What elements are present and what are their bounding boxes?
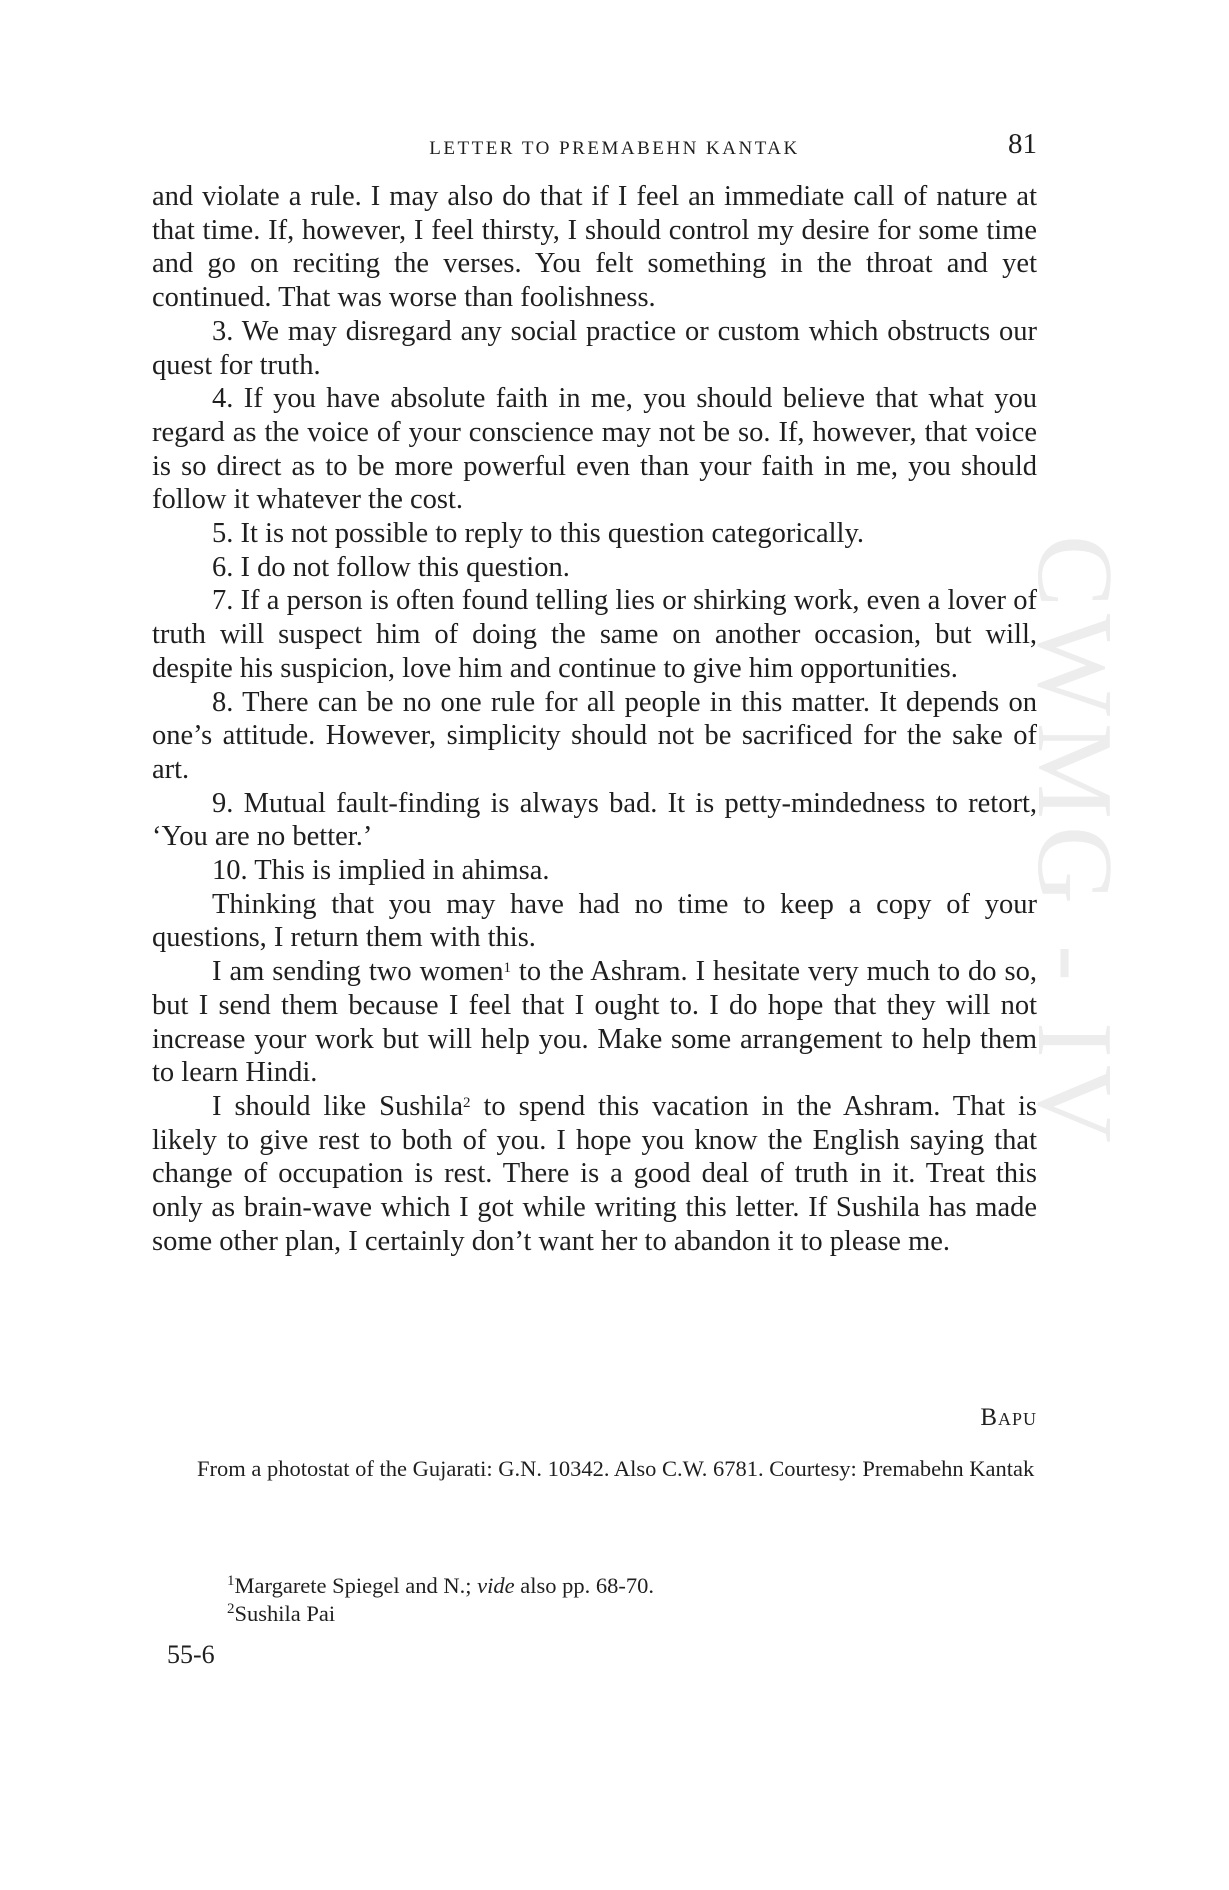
footnote-2	[152, 1600, 1037, 1628]
paragraph-text: to spend this vacation in the Ashram. That is likely to give rest to both of you. I hope you know the English saying that change of occupation is rest. There is a good deal of truth in it. Treat this only as brain-wave which I got while writing this letter. If Sushila has made some other plan, I certainly don’t want her to abandon it to please me.	[152, 1090, 1037, 1257]
paragraph-text: to the Ashram. I hesitate very much to do so, but I send them because I feel that I ought to. I do hope that they will not increase your work but will help you. Make some arrangement to help them to learn Hindi.	[152, 956, 1037, 1089]
paragraph-questions-return: Thinking that you may have had no time to keep a copy of your questions, I return them with this.	[152, 888, 1037, 954]
paragraph-sushila	[152, 1090, 1037, 1259]
footnote-italic: vide	[477, 1573, 515, 1598]
paragraph-text: I should like Sushila	[212, 1090, 464, 1122]
footnote-ref-1[interactable]: 1	[503, 960, 511, 977]
paragraph-answer-4: 4. If you have absolute faith in me, you should believe that what you regard as the voice of your conscience may not be so. If, however, that voice is so direct as to be more powerful even than your faith in me, you should follow it whatever the cost.	[152, 383, 1037, 516]
footnote-number: 1	[227, 1573, 235, 1589]
page-header	[152, 128, 1037, 168]
footnotes	[152, 1572, 1037, 1628]
footnote-ref-2[interactable]: 2	[463, 1094, 471, 1111]
printer-signature-mark: 55-6	[167, 1640, 215, 1669]
paragraph-answer-5: 5. It is not possible to reply to this question categorically.	[212, 518, 864, 550]
paragraph-text: I am sending two women	[212, 956, 504, 988]
footnote-number: 2	[227, 1601, 235, 1617]
footnote-text: Sushila Pai	[234, 1601, 336, 1626]
paragraph-answer-9: 9. Mutual fault-finding is always bad. It is petty-mindedness to retort, ‘You are no better.’	[152, 787, 1037, 853]
signature: Bapu	[980, 1404, 1037, 1431]
letter-body	[152, 180, 1037, 1259]
page-number: 81	[1008, 128, 1037, 160]
document-page	[152, 0, 1037, 1890]
paragraph-answer-10: 10. This is implied in ahimsa.	[212, 855, 550, 887]
footnote-text: Margarete Spiegel and N.;	[234, 1573, 478, 1598]
watermark: CWMG - IV	[1015, 535, 1134, 1150]
paragraph-answer-3: 3. We may disregard any social practice or custom which obstructs our quest for truth.	[152, 315, 1037, 381]
paragraph-continuation: and violate a rule. I may also do that if I feel an immediate call of nature at that time. If, however, I feel thirsty, I should control my desire for some time and go on reciting the verses. You felt something in the throat and yet continued. That was worse than foolishness.	[152, 181, 1037, 314]
source-note: From a photostat of the Gujarati: G.N. 10342. Also C.W. 6781. Courtesy: Premabehn Kantak	[197, 1456, 1035, 1481]
footnote-1	[152, 1572, 1037, 1600]
paragraph-answer-6: 6. I do not follow this question.	[212, 551, 570, 583]
paragraph-answer-7: 7. If a person is often found telling lies or shirking work, even a lover of truth will suspect him of doing the same on another occasion, but will, despite his suspicion, love him and continue to give him opportunities.	[152, 585, 1037, 684]
running-head: LETTER TO PREMABEHN KANTAK	[429, 138, 800, 159]
paragraph-answer-8: 8. There can be no one rule for all people in this matter. It depends on one’s attitude. However, simplicity should not be sacrificed for the sake of art.	[152, 686, 1037, 785]
footnote-text: also pp. 68-70.	[514, 1573, 654, 1598]
paragraph-two-women	[152, 955, 1037, 1090]
